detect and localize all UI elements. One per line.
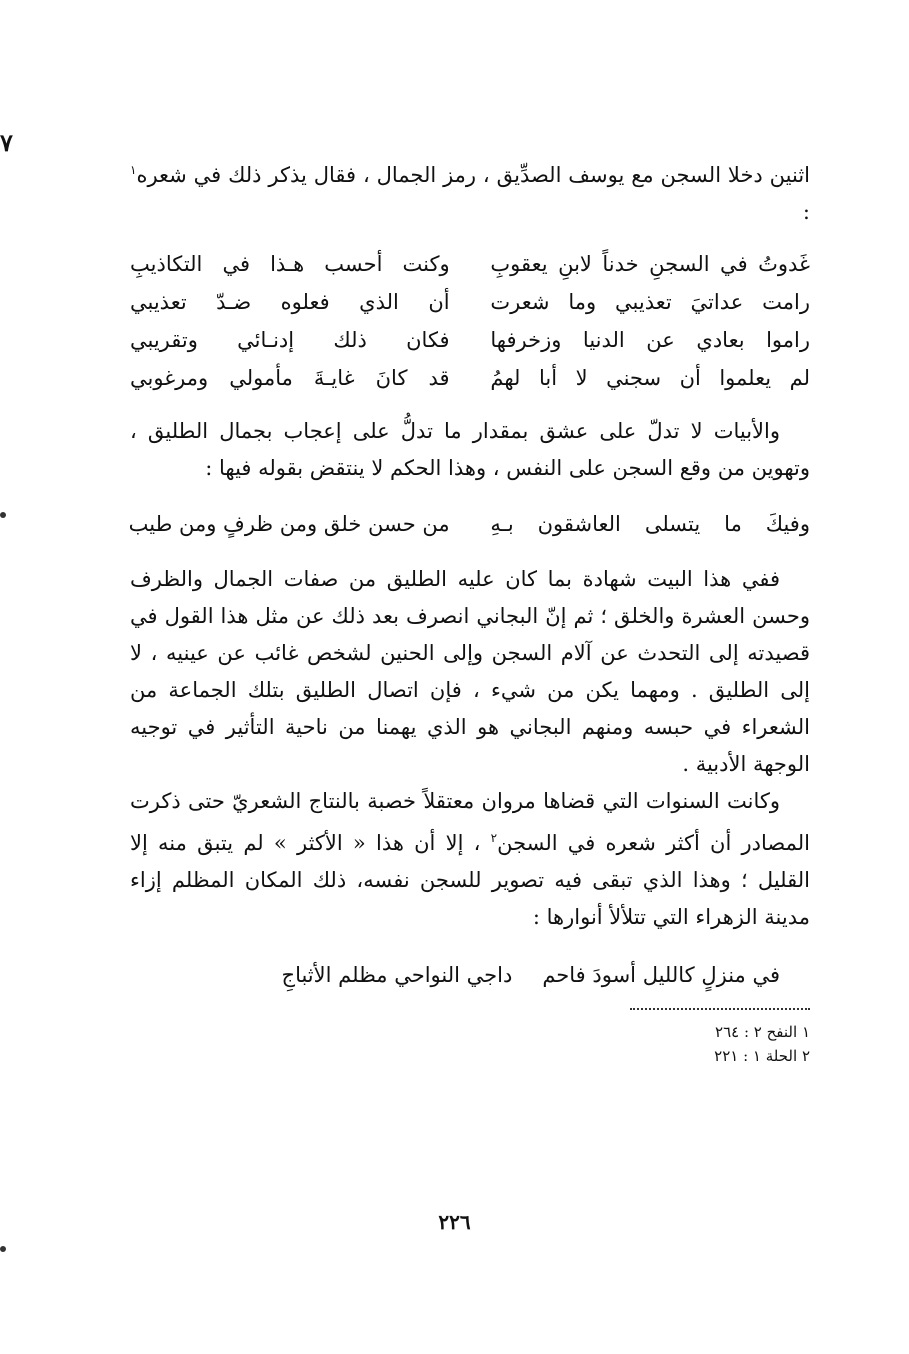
verse-line bbox=[130, 321, 810, 359]
footnote-ref-1: ١ bbox=[130, 163, 137, 177]
paragraph-2: والأبيات لا تدلّ على عشق بمقدار ما تدلُّ على إعجاب بجمال الطليق ، وتهوين من وقع السجن على النفس ، وهذا الحكم لا ينتقض بقوله فيها : bbox=[130, 419, 810, 480]
verse-second-hemistich: فكان ذلك إدنـائي وتقريبي bbox=[130, 328, 450, 352]
footnote-1: ١ النفح ٢ : ٢٦٤ bbox=[715, 1023, 810, 1041]
verse-line bbox=[130, 359, 810, 397]
footnote-ref-2: ٢ bbox=[490, 831, 498, 845]
poem-block-1 bbox=[130, 245, 810, 397]
footnote-2: ٢ الحلة ١ : ٢٢١ bbox=[714, 1047, 810, 1065]
poem-block-2 bbox=[130, 505, 810, 543]
paragraph-4-text: وكانت السنوات التي قضاها مروان معتقلاً خصبة بالنتاج الشعريّ حتى ذكرت المصادر أن أكثر شعره في السجن bbox=[130, 789, 810, 855]
paragraph-3: ففي هذا البيت شهادة بما كان عليه الطليق من صفات الجمال والظرف وحسن العشرة والخلق ؛ ثم إنّ البجاني انصرف بعد ذلك عن مثل هذا القول في قصيدته إلى التحدث عن آلام السجن وإلى الحنين لشخص غائب عن عينيه ، لا إلى الطليق . ومهما يكن من شيء ، فإن اتصال الطليق بتلك الجماعة من الشعراء في حبسه ومنهم البجاني هو الذي يهمنا من ناحية التأثير في توجيه الوجهة الأدبية . bbox=[130, 567, 810, 776]
scan-speck bbox=[0, 1246, 6, 1252]
scan-speck bbox=[0, 512, 6, 518]
poem-block-3 bbox=[130, 956, 810, 994]
page-body bbox=[130, 152, 810, 1068]
verse-first-hemistich: لم يعلموا أن سجني لا أبا لهمُ bbox=[490, 366, 810, 390]
verse-first-hemistich: غَدوتُ في السجنِ خدناً لابنِ يعقوبِ bbox=[490, 252, 810, 276]
verse-second-hemistich: وكنت أحسب هـذا في التكاذيبِ bbox=[130, 252, 450, 276]
intro-tail: : bbox=[802, 200, 810, 224]
intro-paragraph bbox=[130, 152, 810, 231]
verse-second-hemistich: أن الذي فعلوه ضـدّ تعذيبي bbox=[130, 290, 450, 314]
page-number: ٢٢٦ bbox=[438, 1210, 471, 1234]
verse-second-hemistich: من حسن خلق ومن ظرفٍ ومن طيب bbox=[128, 512, 450, 536]
verse-first-hemistich: رامت عداتيَ تعذيبي وما شعرت bbox=[490, 290, 810, 314]
verse-first-hemistich: في منزلٍ كالليل أسودَ فاحم bbox=[542, 963, 780, 987]
margin-mark: ٧ bbox=[0, 128, 13, 157]
footnote-divider bbox=[630, 1008, 810, 1010]
verse-second-hemistich: قد كانَ غايـةَ مأمولي ومرغوبي bbox=[130, 366, 450, 390]
paragraph-4 bbox=[130, 783, 810, 936]
verse-first-hemistich: وفيكَ ما يتسلى العاشقون بـهِ bbox=[490, 512, 810, 536]
verse-line bbox=[130, 283, 810, 321]
paragraph-4-text-cont: ، إلا أن هذا « الأكثر » لم يتبق منه إلا القليل ؛ وهذا الذي تبقى فيه تصوير للسجن نفسه، ذلك المكان المظلم إزاء مدينة الزهراء التي تتلألأ أنوارها : bbox=[130, 831, 810, 929]
verse-first-hemistich: راموا بعادي عن الدنيا وزخرفها bbox=[490, 328, 810, 352]
footnotes bbox=[130, 1020, 810, 1068]
verse-line bbox=[130, 245, 810, 283]
verse-second-hemistich: داجي النواحي مظلم الأثباجِ bbox=[281, 963, 513, 987]
intro-text: اثنين دخلا السجن مع يوسف الصدِّيق ، رمز الجمال ، فقال يذكر ذلك في شعره bbox=[136, 163, 810, 187]
